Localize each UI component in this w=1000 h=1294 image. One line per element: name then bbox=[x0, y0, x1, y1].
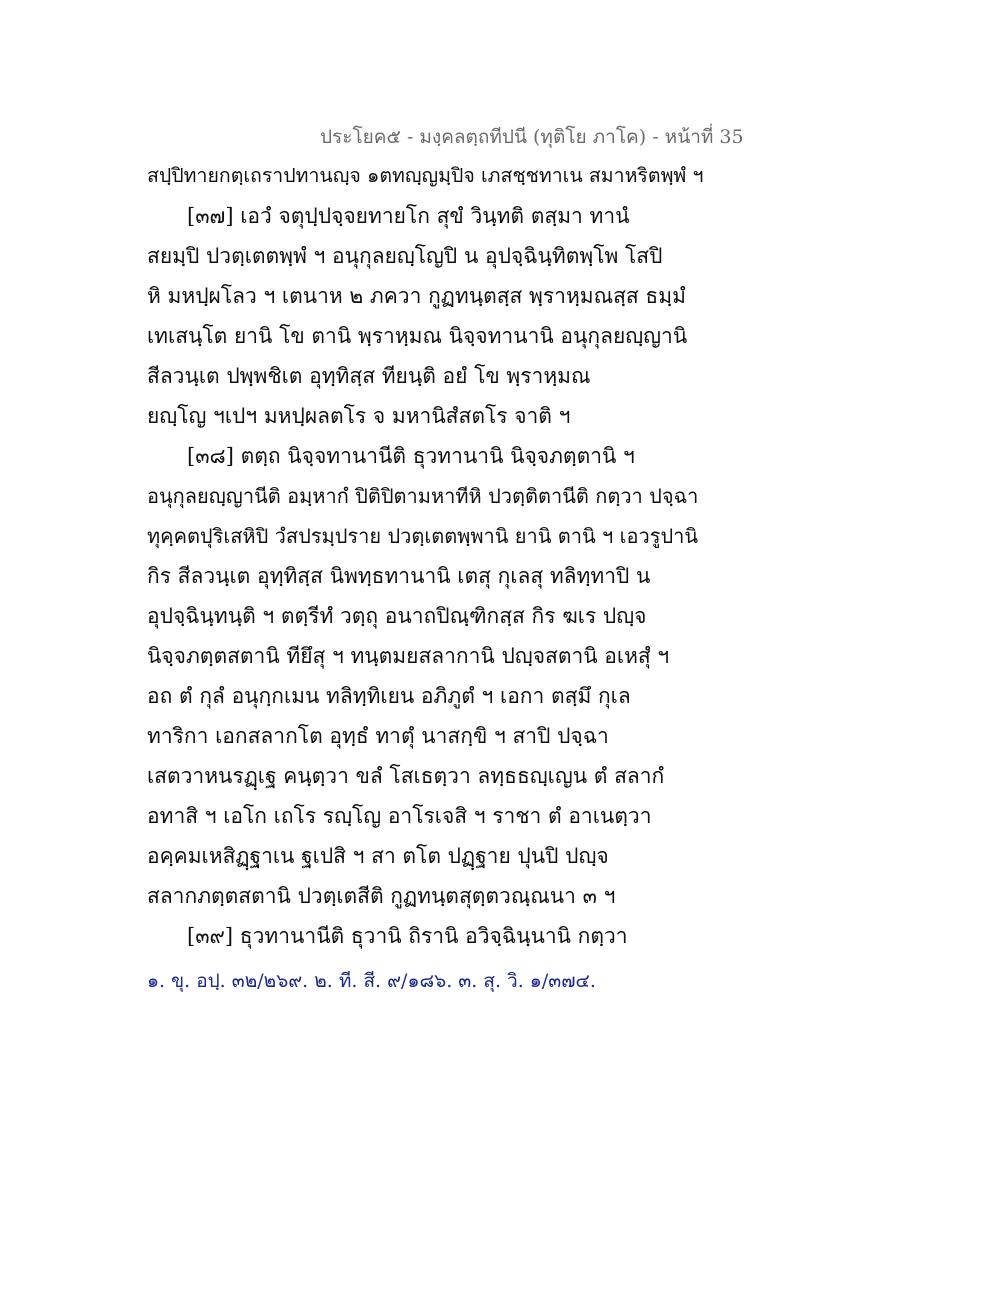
text-line: [๓๙] ธุวทานานีติ ธุวานิ ถิรานิ อวิจฺฉินฺนานิ กตฺวา bbox=[187, 924, 628, 948]
text-line: สปฺปิทายกตฺเถราปทานญฺจ ๑ตทญฺญมฺปิจ เภสชฺชทาเน สมาหริตพฺพํ ฯ bbox=[147, 164, 704, 187]
text-line: สีลวนฺเต ปพฺพชิเต อุทฺทิสฺส ทียนฺติ อยํ โข พฺราหฺมณ bbox=[147, 364, 591, 388]
text-line: อนุกุลยญฺญานีติ อมฺหากํ ปิติปิตามหาทีหิ ปวตฺติตานีติ กตฺวา ปจฺฉา bbox=[147, 484, 699, 508]
text-line: อทาสิ ฯ เอโก เถโร รญฺโญ อาโรเจสิ ฯ ราชา ตํ อาเนตฺวา bbox=[147, 804, 652, 828]
text-line: อคฺคมเหสิฏฺฐาเน ฐเปสิ ฯ สา ตโต ปฏฺฐาย ปุนปิ ปญฺจ bbox=[147, 844, 609, 868]
text-line: [๓๘] ตตฺถ นิจฺจทานานีติ ธุวทานานิ นิจฺจภตฺตานิ ฯ bbox=[187, 444, 635, 468]
text-line: ทุคฺคตปุริเสหิปิ วํสปรมฺปราย ปวตฺเตตพฺพานิ ยานิ ตานิ ฯ เอวรูปานิ bbox=[147, 524, 699, 548]
running-header: ประโยค๕ - มงฺคลตฺถทีปนี (ทุติโย ภาโค) - หน้าที่ 35 bbox=[320, 126, 744, 148]
text-line: ยญฺโญ ฯเปฯ มหปฺผลตโร จ มหานิสํสตโร จาติ ฯ bbox=[147, 404, 571, 428]
text-line: นิจฺจภตฺตสตานิ ทียึสุ ฯ ทนฺตมยสลากานิ ปญฺจสตานิ อเหสุํ ฯ bbox=[147, 644, 670, 668]
text-line: หิ มหปฺผโลว ฯ เตนาห ๒ ภควา กูฏทนฺตสฺส พฺราหฺมณสฺส ธมฺมํ bbox=[147, 284, 686, 308]
main-text bbox=[147, 156, 707, 956]
text-line: เทเสนฺโต ยานิ โข ตานิ พฺราหฺมณ นิจฺจทานานิ อนุกุลยญฺญานิ bbox=[147, 324, 688, 348]
text-line: อุปจฺฉินฺทนฺติ ฯ ตตฺรีทํ วตฺถุ อนาถปิณฺฑิกสฺส กิร ฆเร ปญฺจ bbox=[147, 604, 647, 628]
footnote: ๑. ขุ. อปฺ. ๓๒/๒๖๙. ๒. ที. สี. ๙/๑๘๖. ๓. สุ. วิ. ๑/๓๗๔. bbox=[147, 970, 596, 992]
text-line: เสตวาหนรฏฺเฐ คนฺตฺวา ขลํ โสเธตฺวา ลทฺธธญฺเญน ตํ สลากํ bbox=[147, 764, 665, 788]
text-line: ทาริกา เอกสลากโต อุทฺธํ ทาตุํ นาสกฺขิ ฯ สาปิ ปจฺฉา bbox=[147, 724, 609, 748]
text-line: สยมฺปิ ปวตฺเตตพฺพํ ฯ อนุกุลยญฺโญปิ น อุปจฺฉินฺทิตพฺโพ โสปิ bbox=[147, 244, 663, 268]
text-line: สลากภตฺตสตานิ ปวตฺเตสีติ กูฏทนฺตสุตฺตวณฺณนา ๓ ฯ bbox=[147, 884, 616, 908]
text-line: [๓๗] เอวํ จตุปฺปจฺจยทายโก สุขํ วินฺทติ ตสฺมา ทานํ bbox=[187, 204, 630, 228]
text-line: อถ ตํ กุลํ อนุกฺกเมน ทลิทฺทิเยน อภิภูตํ ฯ เอกา ตสฺมึ กุเล bbox=[147, 684, 631, 708]
text-line: กิร สีลวนฺเต อุทฺทิสฺส นิพทฺธทานานิ เตสุ กุเลสุ ทลิทฺทาปิ น bbox=[147, 564, 651, 588]
